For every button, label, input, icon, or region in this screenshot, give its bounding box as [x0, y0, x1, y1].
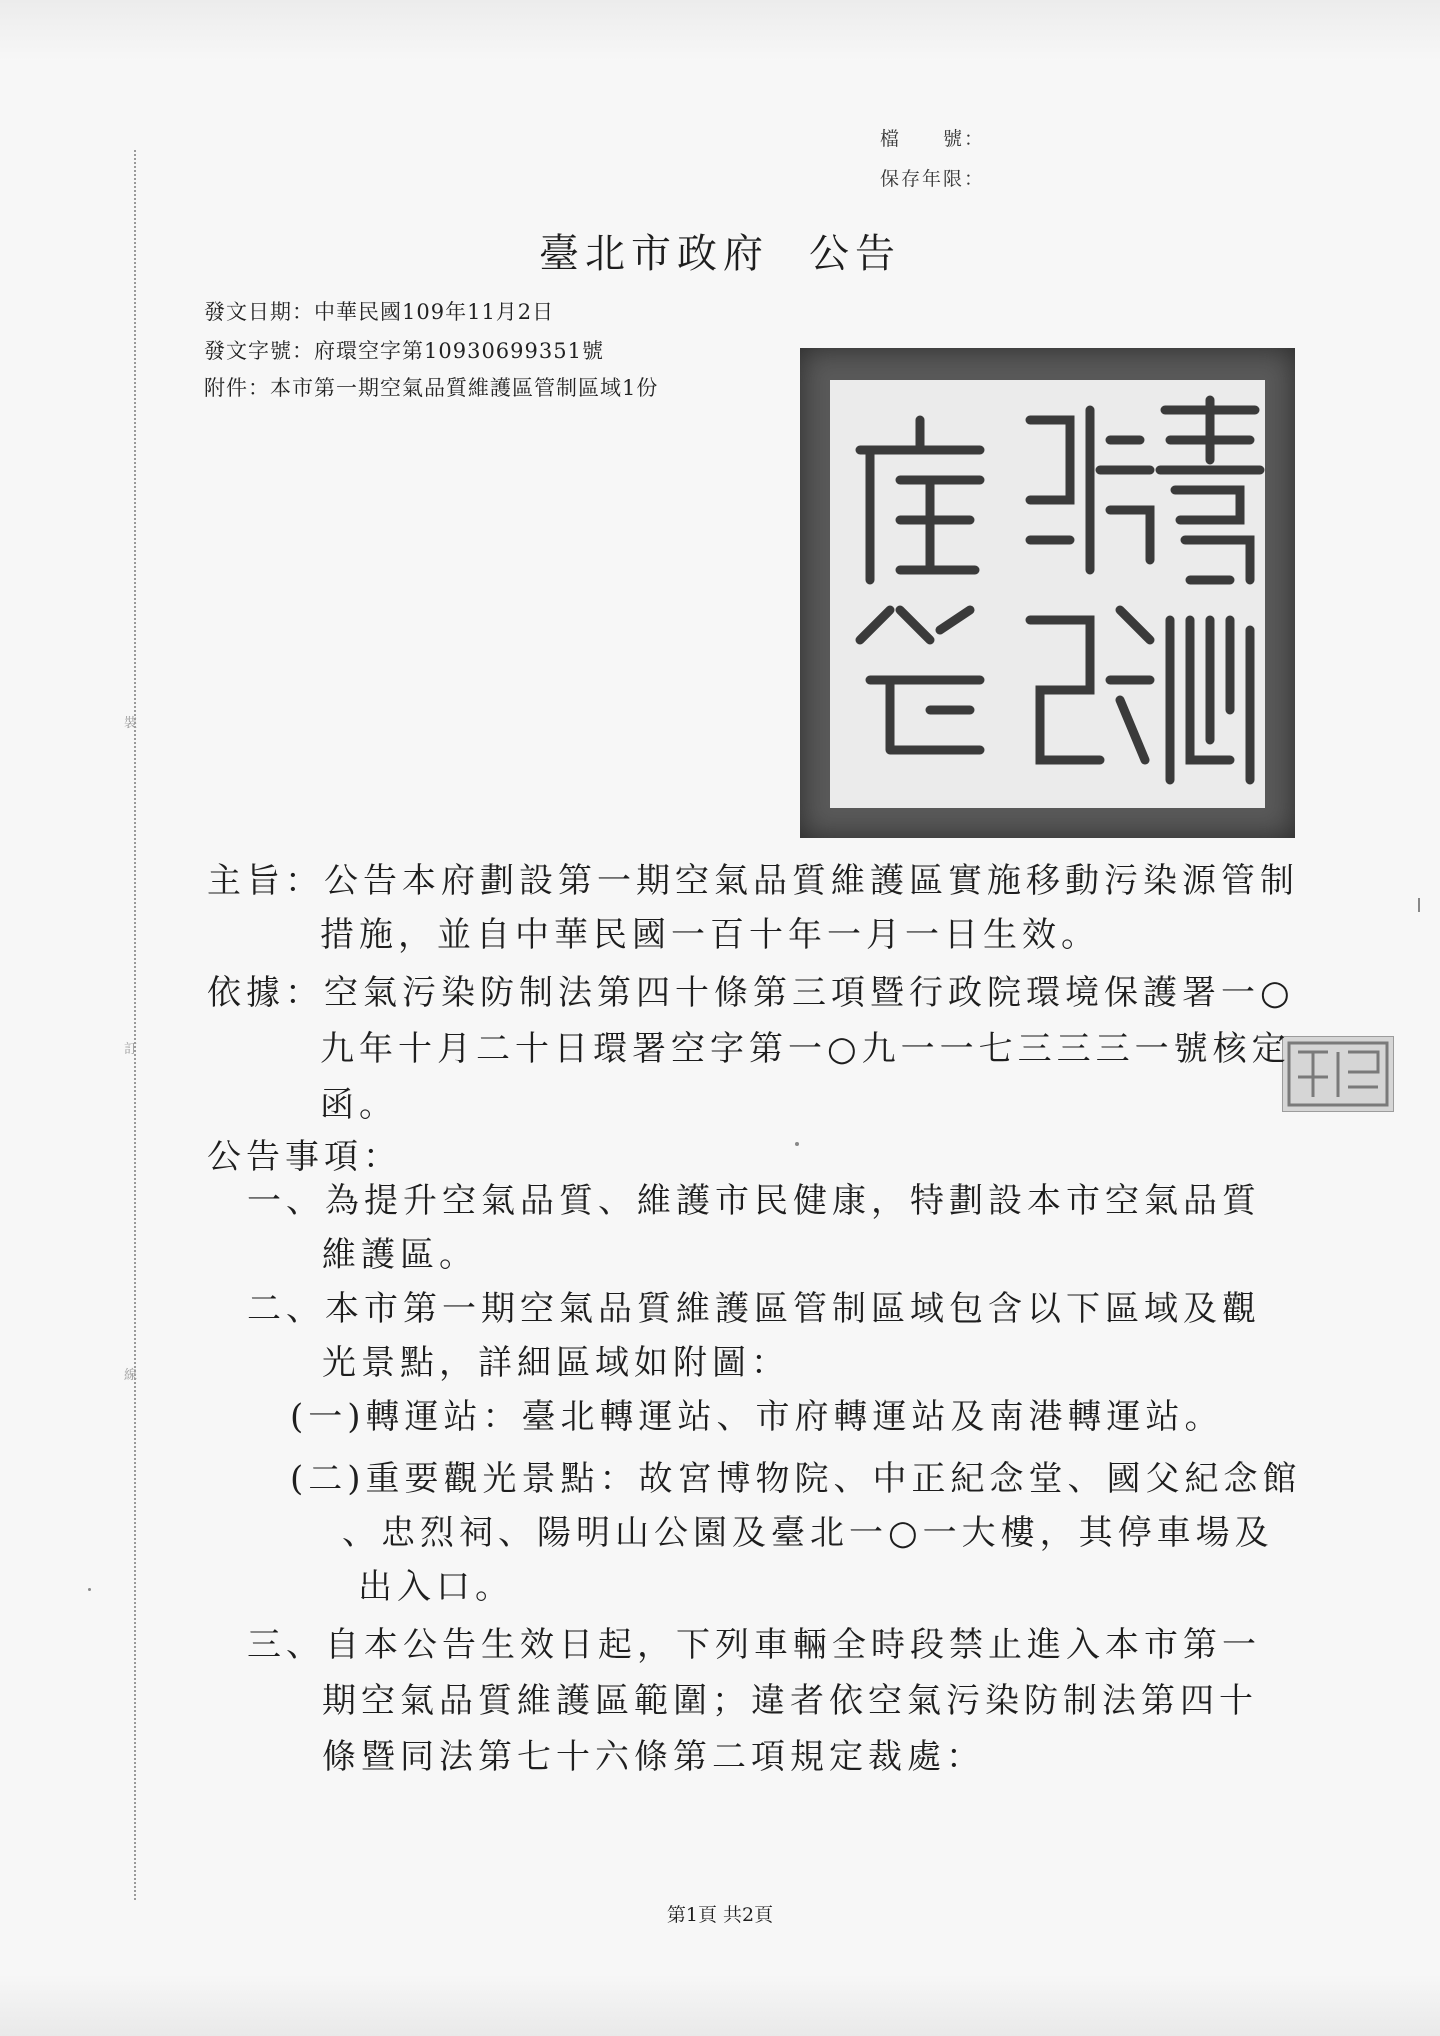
binding-mark-1: 裝: [124, 716, 138, 731]
items-heading: 公告事項：: [207, 1137, 402, 1177]
item-2a: (一)轉運站：臺北轉運站、市府轉運站及南港轉運站。: [290, 1397, 1224, 1437]
small-seal-icon: [1283, 1037, 1393, 1111]
basis-line-3: 函。: [320, 1085, 398, 1125]
seal-glyphs-icon: [830, 380, 1265, 808]
file-number-label: 檔 號：: [880, 128, 986, 150]
item-2b-line-1: (二)重要觀光景點：故宮博物院、中正紀念堂、國父紀念館: [290, 1459, 1302, 1499]
subject-line-1: 主旨：公告本府劃設第一期空氣品質維護區實施移動污染源管制: [207, 861, 1299, 901]
title-org: 臺北市政府: [539, 231, 769, 277]
item-3-line-1: 三、自本公告生效日起，下列車輛全時段禁止進入本市第一: [247, 1625, 1261, 1665]
scan-speck: [795, 1142, 799, 1146]
basis-line-2: 九年十月二十日環署空字第一○九一一七三三三一號核定: [320, 1029, 1291, 1069]
item-2b-line-3: 出入口。: [358, 1567, 514, 1607]
reference-number: 發文字號：府環空字第10930699351號: [204, 339, 604, 363]
page-number: 第1頁 共2頁: [666, 1904, 774, 1926]
issue-date: 發文日期：中華民國109年11月2日: [204, 300, 555, 324]
scan-speck: [1418, 898, 1420, 912]
attachment-line: 附件：本市第一期空氣品質維護區管制區域1份: [204, 376, 659, 400]
item-3-line-2: 期空氣品質維護區範圍；違者依空氣污染防制法第四十: [322, 1681, 1258, 1721]
item-1-line-1: 一、為提升空氣品質、維護市民健康，特劃設本市空氣品質: [247, 1181, 1261, 1221]
basis-line-1: 依據：空氣污染防制法第四十條第三項暨行政院環境保護署一○: [207, 973, 1295, 1013]
title-type: 公告: [809, 231, 901, 277]
official-seal: [800, 348, 1295, 838]
binding-line: [134, 150, 136, 1900]
retention-label: 保存年限：: [880, 168, 986, 190]
binding-mark-2: 訂: [124, 1042, 138, 1057]
document-title: [0, 222, 1440, 279]
subject-line-2: 措施，並自中華民國一百十年一月一日生效。: [320, 915, 1100, 955]
item-3-line-3: 條暨同法第七十六條第二項規定裁處：: [322, 1737, 985, 1777]
item-2-line-1: 二、本市第一期空氣品質維護區管制區域包含以下區域及觀: [247, 1289, 1261, 1329]
small-seal-stamp: [1282, 1036, 1394, 1112]
scan-speck: [88, 1588, 91, 1591]
item-2b-line-2: 、忠烈祠、陽明山公園及臺北一○一大樓，其停車場及: [342, 1513, 1274, 1553]
item-1-line-2: 維護區。: [322, 1235, 478, 1275]
item-2-line-2: 光景點，詳細區域如附圖：: [322, 1343, 790, 1383]
binding-mark-3: 線: [124, 1368, 138, 1383]
